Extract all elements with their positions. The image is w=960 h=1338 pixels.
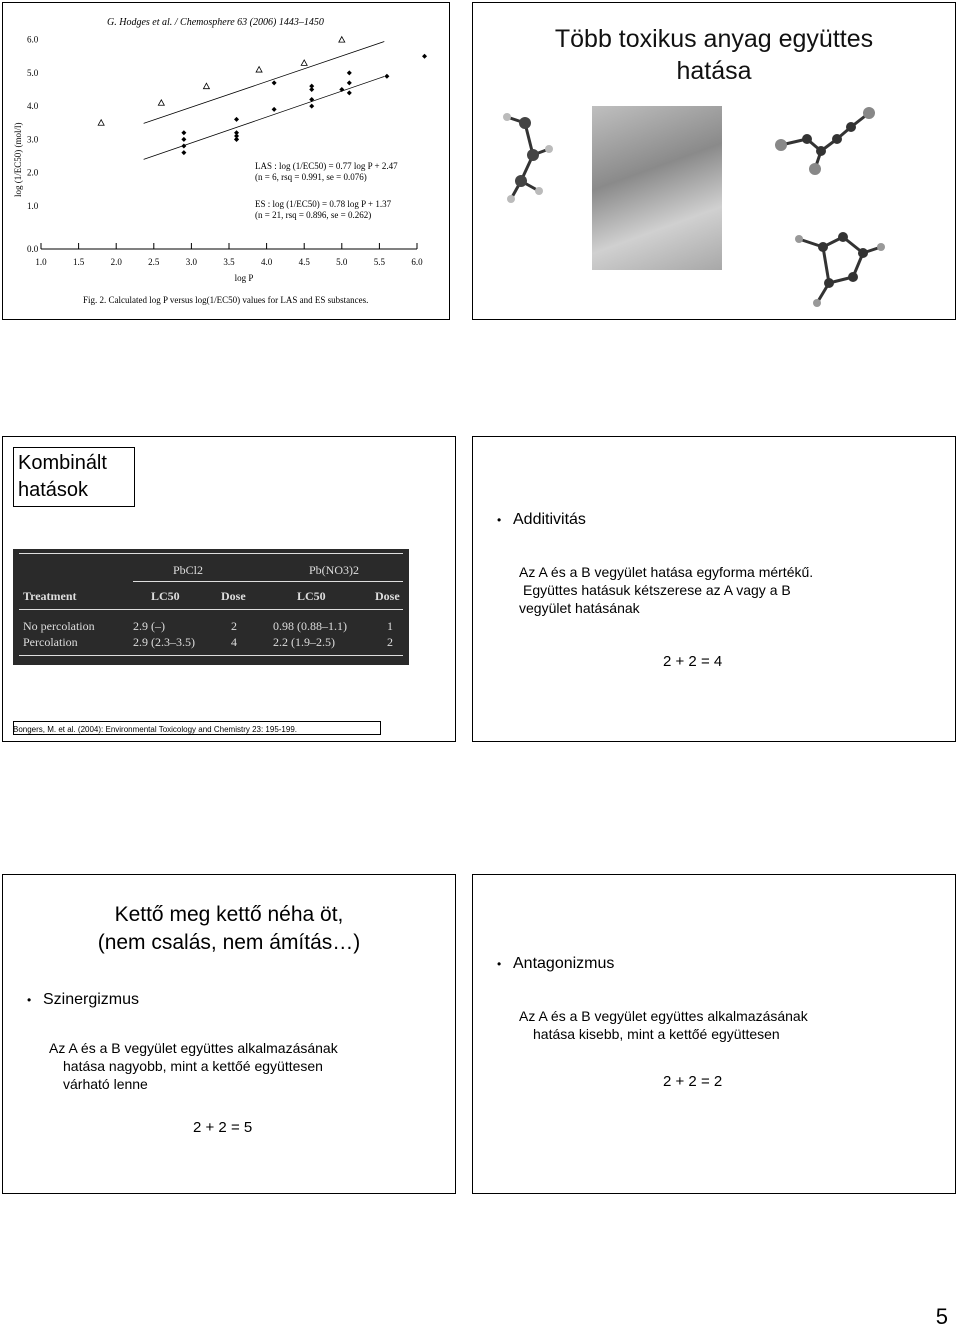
y-tick-label: 4.0 bbox=[27, 101, 39, 112]
es-equation bbox=[255, 199, 391, 221]
data-point-es bbox=[181, 137, 186, 142]
data-point-es bbox=[272, 107, 277, 112]
data-point-es bbox=[422, 54, 427, 59]
table-rule-top bbox=[19, 553, 403, 554]
x-tick-label: 6.0 bbox=[411, 257, 423, 267]
data-point-las bbox=[98, 120, 104, 126]
data-point-es bbox=[339, 87, 344, 92]
data-point-es bbox=[347, 70, 352, 75]
es-eq-line2: (n = 21, rsq = 0.896, se = 0.262) bbox=[255, 210, 372, 220]
equation: 2 + 2 = 5 bbox=[193, 1119, 253, 1136]
x-tick-label: 4.0 bbox=[260, 257, 273, 267]
synergism-text bbox=[49, 1039, 338, 1093]
x-tick-label: 1.5 bbox=[72, 257, 85, 267]
fit-line-es bbox=[144, 76, 385, 159]
data-point-es bbox=[347, 90, 352, 95]
row2-dose-1: 4 bbox=[231, 635, 237, 649]
data-point-las bbox=[339, 37, 345, 43]
slide-synergism bbox=[2, 874, 456, 1194]
equation: 2 + 2 = 4 bbox=[663, 653, 723, 670]
header-dose-1: Dose bbox=[221, 589, 246, 603]
x-tick-label: 5.0 bbox=[336, 257, 348, 267]
row1-dose-2: 1 bbox=[387, 619, 393, 633]
scatter-chart bbox=[3, 3, 451, 293]
row2-lc50-2: 2.2 (1.9–2.5) bbox=[273, 635, 335, 649]
y-axis-label: log (1/EC50) (mol/l) bbox=[13, 122, 23, 197]
x-tick-label: 2.5 bbox=[148, 257, 160, 267]
x-tick-label: 4.5 bbox=[298, 257, 310, 267]
molecule-model-bottom-right bbox=[783, 217, 893, 313]
header-dose-2: Dose bbox=[375, 589, 400, 603]
citation: Bongers, M. et al. (2004): Environmental Toxicology and Chemistry 23: 195-199. bbox=[13, 725, 297, 734]
data-point-es bbox=[309, 84, 314, 89]
antagonism-text bbox=[519, 1007, 808, 1043]
title-line-2: (nem csalás, nem ámítás…) bbox=[97, 931, 361, 954]
y-tick-label: 2.0 bbox=[27, 167, 39, 178]
table-rule-mid bbox=[19, 609, 403, 610]
las-eq-line2: (n = 6, rsq = 0.991, se = 0.076) bbox=[255, 172, 367, 182]
paper-header: G. Hodges et al. / Chemosphere 63 (2006) 1443–1450 bbox=[107, 17, 324, 28]
las-equation bbox=[255, 161, 398, 183]
text-line-1: Az A és a B vegyület együttes alkalmazásának bbox=[519, 1008, 808, 1024]
text-line-1: Az A és a B vegyület együttes alkalmazásának bbox=[49, 1040, 338, 1056]
title-line-1: Több toxikus anyag együttes bbox=[554, 25, 874, 53]
title-line-1: Kettő meg kettő néha öt, bbox=[114, 903, 344, 926]
data-point-es bbox=[181, 130, 186, 135]
molecule-model-left bbox=[493, 103, 563, 213]
x-axis-title: log P bbox=[234, 273, 254, 283]
text-line-3: várható lenne bbox=[63, 1076, 148, 1092]
text-line-1: Az A és a B vegyület hatása egyforma mértékű. bbox=[519, 564, 814, 580]
row1-treatment: No percolation bbox=[23, 619, 95, 633]
data-point-las bbox=[158, 100, 164, 106]
row1-lc50-2: 0.98 (0.88–1.1) bbox=[273, 619, 347, 633]
row2-treatment: Percolation bbox=[23, 635, 78, 649]
text-line-2: Együttes hatásuk kétszerese az A vagy a B bbox=[523, 582, 791, 598]
y-tick-label: 0.0 bbox=[27, 244, 39, 254]
data-point-es bbox=[181, 150, 186, 155]
bullet-additivity: • Additivitás bbox=[513, 511, 586, 529]
slide-paper-figure bbox=[2, 2, 450, 320]
data-point-es bbox=[234, 117, 239, 122]
x-tick-label: 3.0 bbox=[185, 257, 198, 267]
y-tick-label: 5.0 bbox=[27, 67, 39, 78]
equation: 2 + 2 = 2 bbox=[663, 1073, 723, 1090]
las-eq-line1: LAS : log (1/EC50) = 0.77 log P + 2.47 bbox=[255, 161, 398, 171]
data-point-es bbox=[384, 74, 389, 79]
slide-title bbox=[3, 901, 455, 957]
row1-dose-1: 2 bbox=[231, 619, 237, 633]
slide-combined-effects bbox=[2, 436, 456, 742]
col-group-pbno3: Pb(NO3)2 bbox=[309, 563, 359, 577]
page-number: 5 bbox=[935, 1304, 948, 1329]
row2-lc50-1: 2.9 (2.3–3.5) bbox=[133, 635, 195, 649]
data-point-es bbox=[272, 80, 277, 85]
row1-lc50-1: 2.9 (–) bbox=[133, 619, 165, 633]
bullet-synergism: • Szinergizmus bbox=[43, 991, 139, 1009]
data-point-las bbox=[203, 83, 209, 89]
lc50-table-image bbox=[13, 549, 409, 665]
header-treatment: Treatment bbox=[23, 589, 77, 603]
data-point-es bbox=[347, 80, 352, 85]
text-line-2: hatása nagyobb, mint a kettőé együttesen bbox=[63, 1058, 323, 1074]
slide-title bbox=[13, 447, 135, 507]
data-point-es bbox=[181, 143, 186, 148]
figure-caption: Fig. 2. Calculated log P versus log(1/EC50) values for LAS and ES substances. bbox=[83, 295, 369, 305]
x-tick-label: 1.0 bbox=[35, 257, 47, 267]
table-rule-bottom bbox=[19, 655, 403, 656]
row2-dose-2: 2 bbox=[387, 635, 393, 649]
additivity-text bbox=[519, 563, 813, 617]
table-rule-group bbox=[133, 581, 403, 582]
x-tick-label: 3.5 bbox=[223, 257, 235, 267]
text-line-3: vegyület hatásának bbox=[519, 600, 640, 616]
title-line-1: Kombinált bbox=[18, 452, 107, 474]
y-tick-label: 6.0 bbox=[27, 34, 39, 45]
x-tick-label: 2.0 bbox=[110, 257, 122, 267]
y-tick-label: 3.0 bbox=[27, 134, 39, 145]
es-eq-line1: ES : log (1/EC50) = 0.78 log P + 1.37 bbox=[255, 199, 392, 209]
header-lc50-1: LC50 bbox=[151, 589, 180, 603]
data-point-las bbox=[301, 60, 307, 66]
text-line-2: hatása kisebb, mint a kettőé együttesen bbox=[533, 1026, 780, 1042]
molecule-model-top-right bbox=[771, 99, 881, 179]
x-tick-label: 5.5 bbox=[373, 257, 386, 267]
slide-title bbox=[473, 23, 955, 87]
y-tick-label: 1.0 bbox=[27, 200, 39, 211]
slide-additivity bbox=[472, 436, 956, 742]
slide-antagonism bbox=[472, 874, 956, 1194]
kitten-photo bbox=[592, 106, 722, 270]
data-point-es bbox=[234, 137, 239, 142]
title-line-2: hatása bbox=[676, 57, 752, 85]
title-line-2: hatások bbox=[18, 479, 89, 501]
data-point-las bbox=[256, 67, 262, 73]
bullet-antagonism: • Antagonizmus bbox=[513, 955, 614, 973]
header-lc50-2: LC50 bbox=[297, 589, 326, 603]
col-group-pbcl2: PbCl2 bbox=[173, 563, 204, 577]
data-point-es bbox=[309, 104, 314, 109]
